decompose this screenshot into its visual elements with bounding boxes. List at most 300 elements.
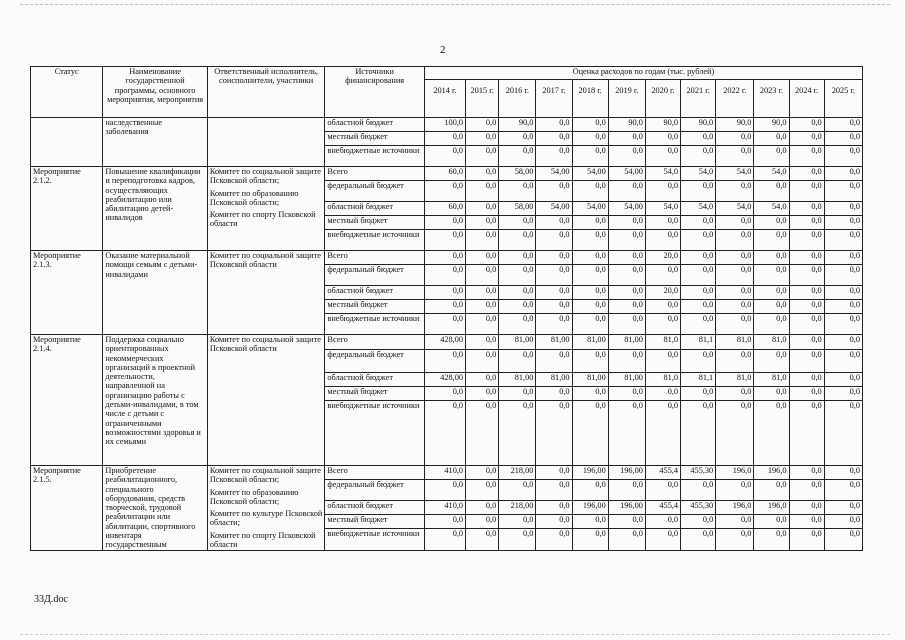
header-sources: Источники финансирования xyxy=(325,67,424,118)
cell-amount: 0,0 xyxy=(645,300,680,314)
cell-amount: 54,0 xyxy=(754,167,789,181)
cell-amount: 0,0 xyxy=(824,118,862,132)
table-row xyxy=(31,118,863,132)
cell-amount: 410,0 xyxy=(424,501,465,515)
cell-amount: 0,0 xyxy=(681,300,716,314)
responsible-entry: Комитет по образованию Псковской области; xyxy=(209,487,299,506)
cell-funding-source: внебюджетные источники xyxy=(325,314,424,335)
cell-amount: 54,0 xyxy=(645,202,680,216)
cell-amount: 0,0 xyxy=(424,132,465,146)
cell-funding-source: федеральный бюджет xyxy=(325,181,424,202)
cell-amount: 0,0 xyxy=(536,216,572,230)
cell-amount: 0,0 xyxy=(824,335,862,350)
cell-amount: 0,0 xyxy=(536,146,572,167)
cell-amount: 0,0 xyxy=(466,350,499,373)
cell-amount: 81,0 xyxy=(716,335,754,350)
cell-amount: 54,00 xyxy=(572,167,608,181)
header-year: 2014 г. xyxy=(424,80,465,118)
cell-amount: 0,0 xyxy=(536,286,572,300)
cell-funding-source: местный бюджет xyxy=(325,132,424,146)
cell-amount: 0,0 xyxy=(681,132,716,146)
cell-amount: 0,0 xyxy=(754,132,789,146)
cell-funding-source: внебюджетные источники xyxy=(325,230,424,251)
cell-amount: 0,0 xyxy=(789,286,824,300)
cell-amount: 0,0 xyxy=(466,202,499,216)
cell-amount: 54,00 xyxy=(572,202,608,216)
cell-amount: 0,0 xyxy=(608,286,645,300)
cell-amount: 0,0 xyxy=(499,350,536,373)
cell-amount: 0,0 xyxy=(645,529,680,550)
cell-amount: 0,0 xyxy=(645,401,680,466)
cell-amount: 0,0 xyxy=(789,146,824,167)
cell-amount: 0,0 xyxy=(789,216,824,230)
cell-amount: 0,0 xyxy=(754,314,789,335)
cell-amount: 20,0 xyxy=(645,251,680,265)
cell-amount: 81,1 xyxy=(681,373,716,387)
cell-amount: 0,0 xyxy=(499,401,536,466)
cell-amount: 0,0 xyxy=(466,167,499,181)
cell-amount: 0,0 xyxy=(424,265,465,286)
cell-amount: 0,0 xyxy=(681,387,716,401)
cell-funding-source: внебюджетные источники xyxy=(325,401,424,466)
responsible-entry: Комитет по социальной защите Псковской области; xyxy=(209,167,321,186)
cell-status: Мероприятие 2.1.5. xyxy=(31,466,103,551)
cell-amount: 0,0 xyxy=(789,118,824,132)
cell-funding-source: федеральный бюджет xyxy=(325,480,424,501)
cell-amount: 0,0 xyxy=(536,132,572,146)
cell-amount: 0,0 xyxy=(645,387,680,401)
cell-funding-source: Всего xyxy=(325,466,424,480)
cell-amount: 0,0 xyxy=(716,265,754,286)
cell-amount: 90,0 xyxy=(716,118,754,132)
cell-amount: 196,00 xyxy=(608,501,645,515)
cell-amount: 0,0 xyxy=(572,230,608,251)
cell-amount: 0,0 xyxy=(681,216,716,230)
cell-amount: 0,0 xyxy=(824,167,862,181)
cell-amount: 0,0 xyxy=(789,515,824,529)
cell-amount: 0,0 xyxy=(424,314,465,335)
cell-amount: 0,0 xyxy=(645,480,680,501)
table-row xyxy=(31,167,863,181)
cell-amount: 0,0 xyxy=(608,132,645,146)
cell-amount: 0,0 xyxy=(572,146,608,167)
cell-amount: 0,0 xyxy=(789,335,824,350)
cell-amount: 81,1 xyxy=(681,335,716,350)
cell-amount: 0,0 xyxy=(824,314,862,335)
header-estimate: Оценка расходов по годам (тыс. рублей) xyxy=(424,67,862,80)
header-responsible: Ответственный исполнитель, соисполнители, участники xyxy=(207,67,325,118)
cell-amount: 0,0 xyxy=(536,350,572,373)
header-year: 2023 г. xyxy=(754,80,789,118)
cell-amount: 81,0 xyxy=(645,373,680,387)
cell-amount: 0,0 xyxy=(536,230,572,251)
cell-responsible xyxy=(207,335,325,466)
cell-funding-source: внебюджетные источники xyxy=(325,146,424,167)
cell-status: Мероприятие 2.1.3. xyxy=(31,251,103,335)
cell-amount: 0,0 xyxy=(754,515,789,529)
cell-amount: 0,0 xyxy=(789,181,824,202)
cell-amount: 0,0 xyxy=(466,314,499,335)
cell-measure-name: Поддержка социально ориентированных некоммерческих организаций в проектной деятельности, направленной на организацию работы с детьми-инвалидами, в том числе с детьми с ограниченными возможностями здоровья и их семьями xyxy=(103,335,208,466)
cell-amount: 0,0 xyxy=(824,300,862,314)
header-year: 2017 г. xyxy=(536,80,572,118)
header-year: 2022 г. xyxy=(716,80,754,118)
cell-amount: 0,0 xyxy=(572,480,608,501)
cell-amount: 0,0 xyxy=(499,251,536,265)
cell-amount: 0,0 xyxy=(536,387,572,401)
cell-amount: 0,0 xyxy=(572,387,608,401)
header-year: 2015 г. xyxy=(466,80,499,118)
cell-amount: 90,0 xyxy=(499,118,536,132)
cell-amount: 0,0 xyxy=(824,373,862,387)
cell-amount: 0,0 xyxy=(824,387,862,401)
cell-amount: 60,0 xyxy=(424,167,465,181)
cell-amount: 0,0 xyxy=(824,529,862,550)
cell-amount: 428,00 xyxy=(424,335,465,350)
cell-status: Мероприятие 2.1.4. xyxy=(31,335,103,466)
cell-amount: 0,0 xyxy=(681,529,716,550)
cell-amount: 0,0 xyxy=(499,265,536,286)
cell-amount: 0,0 xyxy=(789,300,824,314)
cell-funding-source: местный бюджет xyxy=(325,387,424,401)
cell-amount: 0,0 xyxy=(466,529,499,550)
cell-funding-source: областной бюджет xyxy=(325,118,424,132)
cell-amount: 81,0 xyxy=(645,335,680,350)
cell-funding-source: областной бюджет xyxy=(325,373,424,387)
cell-amount: 81,00 xyxy=(499,335,536,350)
cell-amount: 196,00 xyxy=(572,466,608,480)
cell-amount: 81,0 xyxy=(754,335,789,350)
cell-amount: 0,0 xyxy=(754,146,789,167)
table-row xyxy=(31,251,863,265)
cell-amount: 54,0 xyxy=(645,167,680,181)
cell-amount: 0,0 xyxy=(824,466,862,480)
cell-amount: 0,0 xyxy=(536,466,572,480)
cell-amount: 0,0 xyxy=(536,181,572,202)
cell-amount: 0,0 xyxy=(716,300,754,314)
cell-amount: 0,0 xyxy=(424,181,465,202)
cell-amount: 0,0 xyxy=(424,515,465,529)
cell-amount: 0,0 xyxy=(424,300,465,314)
cell-funding-source: Всего xyxy=(325,335,424,350)
cell-amount: 54,0 xyxy=(716,167,754,181)
cell-amount: 0,0 xyxy=(499,181,536,202)
cell-amount: 0,0 xyxy=(716,216,754,230)
page-number: 2 xyxy=(440,44,446,56)
responsible-entry: Комитет по социальной защите Псковской области xyxy=(209,335,321,354)
cell-amount: 0,0 xyxy=(789,501,824,515)
cell-amount: 0,0 xyxy=(681,480,716,501)
footer-filename: 33Д.doc xyxy=(34,594,68,605)
cell-amount: 0,0 xyxy=(716,181,754,202)
cell-funding-source: внебюджетные источники xyxy=(325,529,424,550)
cell-amount: 0,0 xyxy=(572,314,608,335)
cell-amount: 58,00 xyxy=(499,167,536,181)
cell-amount: 0,0 xyxy=(716,251,754,265)
cell-amount: 0,0 xyxy=(499,286,536,300)
cell-amount: 0,0 xyxy=(754,216,789,230)
cell-amount: 0,0 xyxy=(424,529,465,550)
cell-amount: 0,0 xyxy=(499,300,536,314)
cell-amount: 455,30 xyxy=(681,466,716,480)
cell-amount: 81,00 xyxy=(499,373,536,387)
scan-top-edge xyxy=(20,4,890,5)
cell-amount: 0,0 xyxy=(466,286,499,300)
cell-amount: 0,0 xyxy=(824,480,862,501)
cell-status: Мероприятие 2.1.2. xyxy=(31,167,103,251)
header-year: 2018 г. xyxy=(572,80,608,118)
cell-amount: 0,0 xyxy=(716,146,754,167)
cell-amount: 0,0 xyxy=(824,286,862,300)
cell-amount: 0,0 xyxy=(824,251,862,265)
cell-amount: 81,00 xyxy=(572,335,608,350)
cell-amount: 0,0 xyxy=(789,480,824,501)
cell-amount: 0,0 xyxy=(645,132,680,146)
cell-amount: 0,0 xyxy=(536,515,572,529)
cell-amount: 0,0 xyxy=(536,314,572,335)
cell-amount: 0,0 xyxy=(572,515,608,529)
cell-amount: 0,0 xyxy=(681,265,716,286)
cell-funding-source: областной бюджет xyxy=(325,501,424,515)
cell-amount: 0,0 xyxy=(754,350,789,373)
cell-funding-source: областной бюджет xyxy=(325,286,424,300)
cell-amount: 0,0 xyxy=(716,529,754,550)
cell-amount: 0,0 xyxy=(466,515,499,529)
cell-amount: 0,0 xyxy=(424,286,465,300)
cell-funding-source: областной бюджет xyxy=(325,202,424,216)
cell-amount: 0,0 xyxy=(681,146,716,167)
cell-amount: 0,0 xyxy=(499,529,536,550)
cell-amount: 0,0 xyxy=(536,480,572,501)
cell-amount: 0,0 xyxy=(754,230,789,251)
cell-amount: 0,0 xyxy=(466,335,499,350)
cell-amount: 455,4 xyxy=(645,466,680,480)
cell-amount: 0,0 xyxy=(789,202,824,216)
cell-status xyxy=(31,118,103,167)
cell-amount: 0,0 xyxy=(466,401,499,466)
cell-amount: 54,0 xyxy=(754,202,789,216)
cell-amount: 0,0 xyxy=(608,181,645,202)
cell-amount: 196,00 xyxy=(608,466,645,480)
cell-amount: 0,0 xyxy=(824,132,862,146)
cell-amount: 81,0 xyxy=(754,373,789,387)
cell-amount: 0,0 xyxy=(824,501,862,515)
cell-amount: 0,0 xyxy=(572,251,608,265)
scan-bottom-edge xyxy=(20,634,890,635)
cell-amount: 0,0 xyxy=(645,181,680,202)
cell-amount: 428,00 xyxy=(424,373,465,387)
cell-amount: 196,0 xyxy=(754,501,789,515)
cell-amount: 54,0 xyxy=(681,167,716,181)
cell-amount: 0,0 xyxy=(716,314,754,335)
cell-amount: 0,0 xyxy=(572,132,608,146)
cell-amount: 0,0 xyxy=(608,146,645,167)
cell-amount: 81,00 xyxy=(608,335,645,350)
cell-amount: 0,0 xyxy=(608,230,645,251)
cell-amount: 0,0 xyxy=(681,230,716,251)
cell-amount: 196,0 xyxy=(754,466,789,480)
cell-amount: 0,0 xyxy=(536,251,572,265)
header-status: Статус xyxy=(31,67,103,118)
cell-amount: 0,0 xyxy=(716,480,754,501)
cell-amount: 0,0 xyxy=(824,181,862,202)
cell-amount: 0,0 xyxy=(681,181,716,202)
cell-amount: 0,0 xyxy=(681,286,716,300)
cell-amount: 0,0 xyxy=(716,230,754,251)
cell-amount: 0,0 xyxy=(789,466,824,480)
cell-amount: 0,0 xyxy=(789,167,824,181)
cell-amount: 0,0 xyxy=(608,387,645,401)
cell-amount: 0,0 xyxy=(824,350,862,373)
cell-amount: 0,0 xyxy=(824,216,862,230)
cell-amount: 0,0 xyxy=(466,216,499,230)
cell-amount: 54,0 xyxy=(716,202,754,216)
cell-measure-name: Оказание материальной помощи семьям с детьми-инвалидами xyxy=(103,251,208,335)
cell-amount: 54,00 xyxy=(536,167,572,181)
cell-amount: 0,0 xyxy=(824,202,862,216)
cell-amount: 0,0 xyxy=(789,373,824,387)
cell-amount: 0,0 xyxy=(754,265,789,286)
cell-funding-source: федеральный бюджет xyxy=(325,265,424,286)
cell-amount: 0,0 xyxy=(499,146,536,167)
cell-amount: 0,0 xyxy=(754,181,789,202)
cell-amount: 0,0 xyxy=(424,230,465,251)
cell-amount: 0,0 xyxy=(424,401,465,466)
cell-amount: 60,0 xyxy=(424,202,465,216)
responsible-entry: Комитет по спорту Псковской области xyxy=(209,210,316,229)
cell-amount: 0,0 xyxy=(572,300,608,314)
cell-amount: 0,0 xyxy=(716,401,754,466)
cell-amount: 410,0 xyxy=(424,466,465,480)
cell-amount: 0,0 xyxy=(466,387,499,401)
cell-amount: 0,0 xyxy=(824,515,862,529)
cell-measure-name: Повышение квалификации и переподготовка кадров, осуществляющих реабилитацию или абилитацию детей-инвалидов xyxy=(103,167,208,251)
cell-amount: 0,0 xyxy=(536,501,572,515)
cell-amount: 0,0 xyxy=(572,216,608,230)
cell-amount: 0,0 xyxy=(536,265,572,286)
cell-amount: 0,0 xyxy=(754,480,789,501)
cell-funding-source: Всего xyxy=(325,167,424,181)
cell-amount: 0,0 xyxy=(645,265,680,286)
cell-amount: 0,0 xyxy=(536,529,572,550)
cell-amount: 0,0 xyxy=(466,146,499,167)
cell-amount: 0,0 xyxy=(572,529,608,550)
cell-amount: 54,0 xyxy=(681,202,716,216)
cell-amount: 0,0 xyxy=(499,480,536,501)
cell-amount: 218,00 xyxy=(499,466,536,480)
cell-amount: 0,0 xyxy=(824,146,862,167)
cell-amount: 0,0 xyxy=(789,132,824,146)
cell-responsible xyxy=(207,167,325,251)
responsible-entry: Комитет по социальной защите Псковской области xyxy=(209,251,321,270)
cell-amount: 0,0 xyxy=(754,300,789,314)
cell-amount: 0,0 xyxy=(681,251,716,265)
cell-amount: 0,0 xyxy=(645,230,680,251)
cell-amount: 0,0 xyxy=(608,401,645,466)
cell-amount: 81,00 xyxy=(536,335,572,350)
cell-amount: 0,0 xyxy=(572,265,608,286)
header-name: Наименование государственной программы, основного мероприятия, мероприятия xyxy=(103,67,208,118)
cell-amount: 0,0 xyxy=(424,350,465,373)
cell-amount: 0,0 xyxy=(424,251,465,265)
cell-amount: 0,0 xyxy=(536,300,572,314)
cell-amount: 0,0 xyxy=(572,286,608,300)
cell-amount: 0,0 xyxy=(608,529,645,550)
cell-amount: 0,0 xyxy=(645,350,680,373)
cell-measure-name: Приобретение реабилитационного, специального оборудования, средств творческой, трудовой реабилитации или абилитации, спортивного инвентаря государственным xyxy=(103,466,208,551)
cell-amount: 0,0 xyxy=(789,350,824,373)
cell-amount: 0,0 xyxy=(466,181,499,202)
header-year: 2021 г. xyxy=(681,80,716,118)
cell-amount: 455,4 xyxy=(645,501,680,515)
cell-amount: 0,0 xyxy=(424,146,465,167)
table-row xyxy=(31,335,863,350)
cell-amount: 0,0 xyxy=(754,401,789,466)
cell-amount: 0,0 xyxy=(716,387,754,401)
cell-amount: 0,0 xyxy=(466,251,499,265)
cell-amount: 0,0 xyxy=(716,286,754,300)
header-year: 2024 г. xyxy=(789,80,824,118)
cell-amount: 0,0 xyxy=(608,480,645,501)
cell-amount: 0,0 xyxy=(789,401,824,466)
cell-responsible xyxy=(207,251,325,335)
cell-amount: 0,0 xyxy=(466,265,499,286)
cell-amount: 196,0 xyxy=(716,466,754,480)
cell-amount: 81,0 xyxy=(716,373,754,387)
cell-amount: 100,0 xyxy=(424,118,465,132)
cell-amount: 455,30 xyxy=(681,501,716,515)
cell-amount: 0,0 xyxy=(424,480,465,501)
cell-amount: 0,0 xyxy=(608,515,645,529)
cell-amount: 0,0 xyxy=(466,480,499,501)
cell-responsible xyxy=(207,118,325,167)
cell-amount: 0,0 xyxy=(466,466,499,480)
cell-amount: 0,0 xyxy=(754,251,789,265)
responsible-entry: Комитет по культуре Псковской области; xyxy=(209,509,323,528)
cell-amount: 0,0 xyxy=(824,265,862,286)
cell-amount: 0,0 xyxy=(789,529,824,550)
cell-amount: 0,0 xyxy=(499,515,536,529)
cell-amount: 0,0 xyxy=(608,216,645,230)
cell-amount: 0,0 xyxy=(424,387,465,401)
cell-amount: 0,0 xyxy=(681,314,716,335)
cell-responsible xyxy=(207,466,325,551)
cell-amount: 90,0 xyxy=(681,118,716,132)
cell-funding-source: федеральный бюджет xyxy=(325,350,424,373)
cell-amount: 0,0 xyxy=(716,515,754,529)
cell-amount: 0,0 xyxy=(572,181,608,202)
cell-amount: 196,00 xyxy=(572,501,608,515)
cell-amount: 0,0 xyxy=(681,515,716,529)
cell-amount: 0,0 xyxy=(716,350,754,373)
cell-funding-source: местный бюджет xyxy=(325,300,424,314)
cell-amount: 0,0 xyxy=(681,401,716,466)
cell-amount: 0,0 xyxy=(572,350,608,373)
cell-amount: 0,0 xyxy=(499,314,536,335)
cell-amount: 0,0 xyxy=(716,132,754,146)
cell-amount: 0,0 xyxy=(466,373,499,387)
cell-amount: 0,0 xyxy=(645,314,680,335)
cell-amount: 0,0 xyxy=(824,230,862,251)
cell-amount: 58,00 xyxy=(499,202,536,216)
cell-amount: 0,0 xyxy=(645,216,680,230)
header-year: 2025 г. xyxy=(824,80,862,118)
cell-amount: 90,0 xyxy=(645,118,680,132)
cell-amount: 0,0 xyxy=(789,387,824,401)
cell-amount: 0,0 xyxy=(499,387,536,401)
responsible-entry: Комитет по спорту Псковской области xyxy=(209,530,316,550)
cell-amount: 0,0 xyxy=(499,216,536,230)
